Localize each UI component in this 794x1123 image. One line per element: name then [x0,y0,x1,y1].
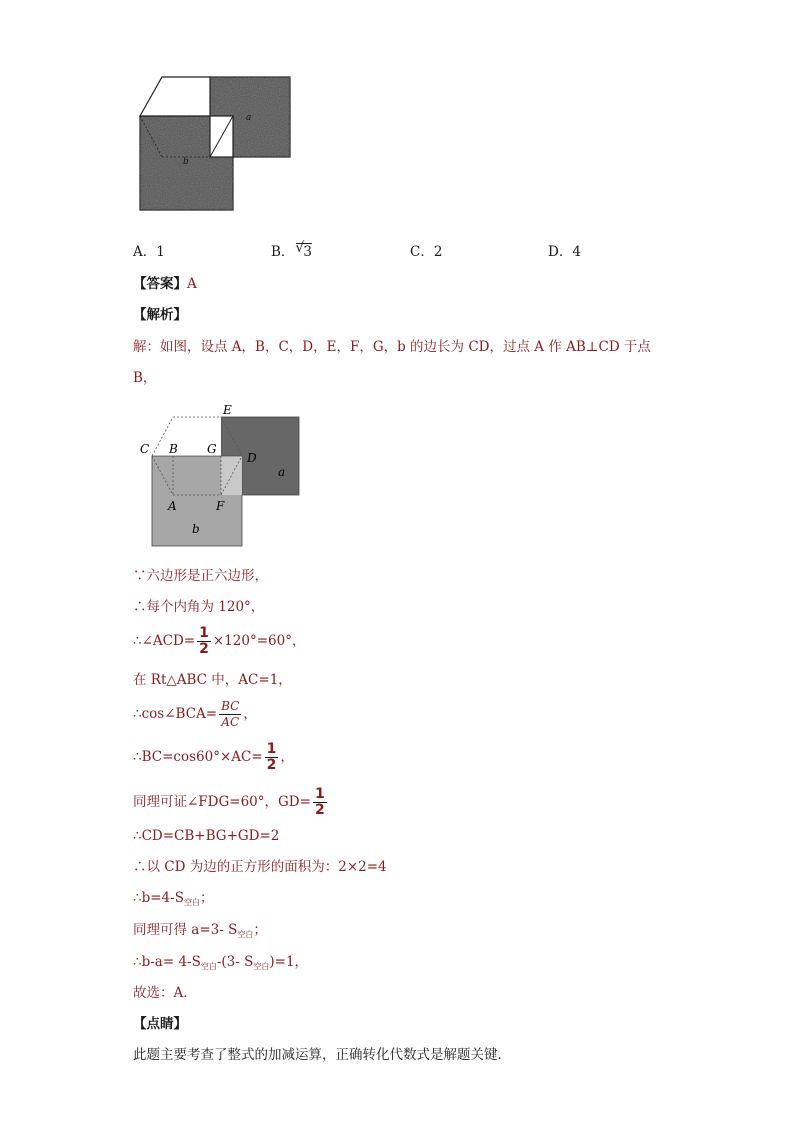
step-3: ∴∠ACD= $\frac{1}{2}$ ×120°=60°， [133,625,306,657]
figure1-label-a: a [246,113,252,123]
step-8: ∴CD=CB+BG+GD=2 [133,828,280,844]
label-B: B [169,442,178,456]
solution-intro-2: B， [133,370,157,386]
option-a: A．1 [133,244,165,260]
step-7: 同理可证∠FDG=60°，GD= $\frac{1}{2}$ [133,786,325,818]
fraction-bc-ac: $\frac{BC}{AC}$ [221,699,240,729]
step-12: ∴b-a= $4-S_{空白}-(3-$ $S_{空白})=1$， [133,954,309,971]
option-c: C．2 [410,244,443,260]
fraction-one-half: $\frac{1}{2}$ [199,625,209,657]
label-A: A [168,499,177,513]
step-6: ∴BC=cos60°×AC= $\frac{1}{2}$ ， [133,741,294,773]
label-F: F [216,499,225,513]
white-top-region [140,77,210,116]
step-5: ∴cos∠BCA= $\frac{BC}{AC}$ ， [133,699,257,729]
label-D: D [247,451,257,465]
label-C: C [140,442,150,456]
comment-text: 此题主要考查了整式的加减运算，正确转化代数式是解题关键． [133,1047,511,1063]
step-11: 同理可得 a=3- $S_{空白}$； [133,922,267,939]
label-a: a [278,465,286,479]
answer-line [133,275,197,293]
step-4: 在 Rt△ABC 中，AC=1， [133,672,292,688]
label-b: b [192,522,200,536]
step-2: ∴每个内角为 120°， [133,599,265,615]
comment-heading: 【点睛】 [133,1016,187,1032]
step-10: $\therefore b=4-S_{空白}$； [133,890,214,907]
solution-intro-1: 解：如图，设点 A，B，C，D，E，F，G，b 的边长为 CD，过点 A 作 AB⊥CD 于点 [133,339,651,355]
step-9: ∴以 CD 为边的正方形的面积为：2×2=4 [133,859,387,875]
figure1-label-b: b [183,157,189,167]
figure-squares-textured [135,72,295,214]
option-b: B． √ 3 [271,240,313,260]
label-G: G [207,442,217,456]
answer-value: A [187,276,197,292]
answer-heading: 【答案】 [133,276,187,292]
analysis-heading: 【解析】 [133,307,187,323]
fraction-one-half: $\frac{1}{2}$ [266,741,277,773]
sqrt-icon: √ 3 [295,240,313,260]
step-13: 故选：A． [133,985,197,1001]
fraction-one-half: $\frac{1}{2}$ [314,786,325,818]
step-1: ∵六边形是正六边形， [133,568,268,584]
figure-labeled-diagram [136,398,306,550]
option-d: D．4 [548,244,581,260]
label-E: E [223,403,232,417]
